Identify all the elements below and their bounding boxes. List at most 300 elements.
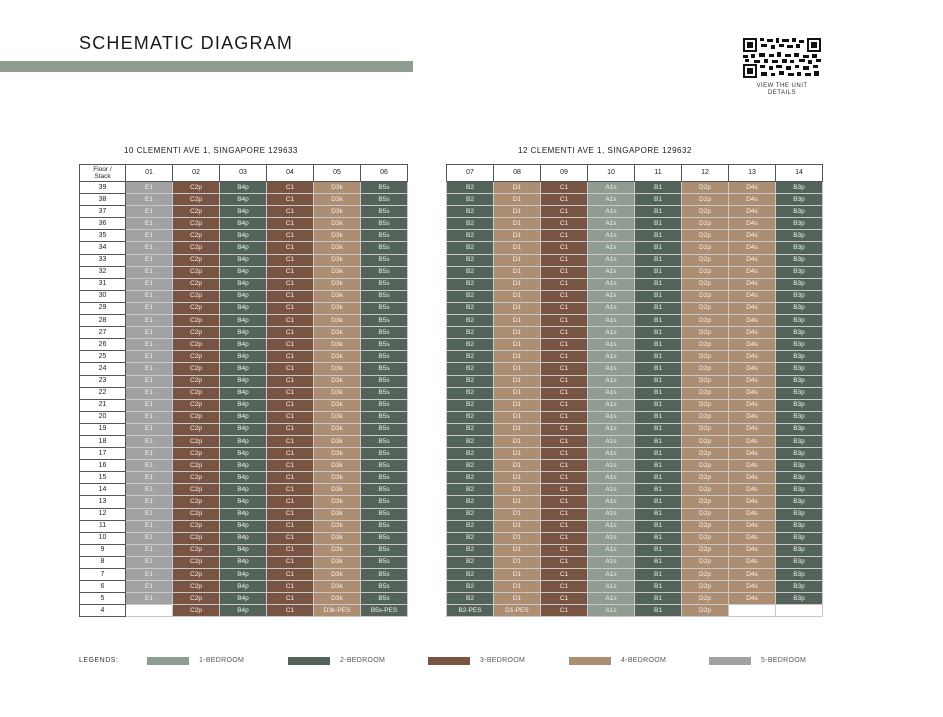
unit-cell[interactable]: C1: [267, 327, 314, 339]
unit-cell[interactable]: D2p: [682, 484, 729, 496]
unit-cell[interactable]: C2p: [173, 327, 220, 339]
unit-cell[interactable]: A1s: [588, 278, 635, 290]
unit-cell[interactable]: E1: [126, 556, 173, 568]
unit-cell[interactable]: D2p: [682, 218, 729, 230]
unit-cell[interactable]: D1: [494, 266, 541, 278]
unit-cell[interactable]: C1: [267, 544, 314, 556]
unit-cell[interactable]: B3p: [776, 387, 823, 399]
unit-cell[interactable]: A1s: [588, 593, 635, 605]
unit-cell[interactable]: D4s: [729, 206, 776, 218]
unit-cell[interactable]: B1: [635, 544, 682, 556]
unit-cell[interactable]: C2p: [173, 605, 220, 617]
unit-cell[interactable]: B1: [635, 508, 682, 520]
unit-cell[interactable]: B5s: [361, 290, 408, 302]
unit-cell[interactable]: A1s: [588, 206, 635, 218]
unit-cell[interactable]: D2p: [682, 315, 729, 327]
unit-cell[interactable]: D1: [494, 423, 541, 435]
unit-cell[interactable]: B5s: [361, 544, 408, 556]
unit-cell[interactable]: A1s: [588, 266, 635, 278]
unit-cell[interactable]: D1: [494, 399, 541, 411]
unit-cell[interactable]: D4s: [729, 508, 776, 520]
unit-cell[interactable]: B1: [635, 387, 682, 399]
unit-cell[interactable]: C1: [541, 399, 588, 411]
unit-cell[interactable]: C1: [267, 411, 314, 423]
unit-cell[interactable]: C1: [541, 484, 588, 496]
unit-cell[interactable]: C1: [541, 194, 588, 206]
unit-cell[interactable]: B5s: [361, 254, 408, 266]
unit-cell[interactable]: D2p: [682, 266, 729, 278]
unit-cell[interactable]: C1: [267, 363, 314, 375]
unit-cell[interactable]: D1: [494, 375, 541, 387]
unit-cell[interactable]: A1s: [588, 254, 635, 266]
unit-cell[interactable]: B3p: [776, 593, 823, 605]
unit-cell[interactable]: B1: [635, 581, 682, 593]
unit-cell[interactable]: B5s: [361, 484, 408, 496]
unit-cell[interactable]: B4p: [220, 544, 267, 556]
unit-cell[interactable]: D1: [494, 593, 541, 605]
unit-cell[interactable]: C2p: [173, 230, 220, 242]
unit-cell[interactable]: D3k: [314, 290, 361, 302]
unit-cell[interactable]: B2: [447, 315, 494, 327]
unit-cell[interactable]: B4p: [220, 460, 267, 472]
unit-cell[interactable]: B3p: [776, 460, 823, 472]
unit-cell[interactable]: B4p: [220, 182, 267, 194]
unit-cell[interactable]: D4s: [729, 520, 776, 532]
unit-cell[interactable]: B5s: [361, 448, 408, 460]
unit-cell[interactable]: C1: [267, 387, 314, 399]
unit-cell[interactable]: E1: [126, 435, 173, 447]
unit-cell[interactable]: B2: [447, 460, 494, 472]
unit-cell[interactable]: D2p: [682, 460, 729, 472]
unit-cell[interactable]: A1s: [588, 182, 635, 194]
unit-cell[interactable]: B3p: [776, 423, 823, 435]
unit-cell[interactable]: B1: [635, 435, 682, 447]
unit-cell[interactable]: E1: [126, 351, 173, 363]
unit-cell[interactable]: A1s: [588, 556, 635, 568]
unit-cell[interactable]: A1s: [588, 290, 635, 302]
unit-cell[interactable]: A1s: [588, 520, 635, 532]
unit-cell[interactable]: D2p: [682, 254, 729, 266]
unit-cell[interactable]: D2p: [682, 581, 729, 593]
unit-cell[interactable]: A1s: [588, 399, 635, 411]
unit-cell[interactable]: D3k: [314, 266, 361, 278]
unit-cell[interactable]: D4s: [729, 532, 776, 544]
unit-cell[interactable]: C1: [541, 351, 588, 363]
unit-cell[interactable]: D2p: [682, 194, 729, 206]
unit-cell[interactable]: D3k: [314, 399, 361, 411]
unit-cell[interactable]: B2: [447, 435, 494, 447]
unit-cell[interactable]: D1: [494, 254, 541, 266]
unit-cell[interactable]: C2p: [173, 339, 220, 351]
unit-cell[interactable]: D4s: [729, 435, 776, 447]
unit-cell[interactable]: D3k: [314, 556, 361, 568]
unit-cell[interactable]: D3k: [314, 339, 361, 351]
unit-cell[interactable]: B1: [635, 556, 682, 568]
unit-cell[interactable]: C2p: [173, 569, 220, 581]
unit-cell[interactable]: B5s: [361, 230, 408, 242]
unit-cell[interactable]: B4p: [220, 315, 267, 327]
unit-cell[interactable]: D4s: [729, 230, 776, 242]
unit-cell[interactable]: D3k: [314, 411, 361, 423]
unit-cell[interactable]: E1: [126, 290, 173, 302]
unit-cell[interactable]: D2p: [682, 242, 729, 254]
unit-cell[interactable]: D1: [494, 556, 541, 568]
unit-cell[interactable]: D1: [494, 182, 541, 194]
unit-cell[interactable]: B1: [635, 290, 682, 302]
unit-cell[interactable]: B4p: [220, 508, 267, 520]
unit-cell[interactable]: E1: [126, 218, 173, 230]
unit-cell[interactable]: D3k: [314, 230, 361, 242]
unit-cell[interactable]: B3p: [776, 327, 823, 339]
unit-cell[interactable]: A1s: [588, 435, 635, 447]
unit-cell[interactable]: C2p: [173, 581, 220, 593]
unit-cell[interactable]: B1: [635, 375, 682, 387]
unit-cell[interactable]: B2: [447, 218, 494, 230]
unit-cell[interactable]: B3p: [776, 194, 823, 206]
unit-cell[interactable]: A1s: [588, 351, 635, 363]
unit-cell[interactable]: B5s: [361, 327, 408, 339]
unit-cell[interactable]: B4p: [220, 387, 267, 399]
unit-cell[interactable]: C1: [541, 460, 588, 472]
unit-cell[interactable]: B4p: [220, 435, 267, 447]
unit-cell[interactable]: B1: [635, 363, 682, 375]
unit-cell[interactable]: E1: [126, 399, 173, 411]
unit-cell[interactable]: A1s: [588, 242, 635, 254]
unit-cell[interactable]: B5s: [361, 411, 408, 423]
unit-cell[interactable]: D3k: [314, 496, 361, 508]
unit-cell[interactable]: D3k: [314, 435, 361, 447]
unit-cell[interactable]: B3p: [776, 242, 823, 254]
unit-cell[interactable]: B3p: [776, 520, 823, 532]
unit-cell[interactable]: D2p: [682, 593, 729, 605]
unit-cell[interactable]: D4s: [729, 593, 776, 605]
unit-cell[interactable]: C2p: [173, 484, 220, 496]
unit-cell[interactable]: B4p: [220, 363, 267, 375]
unit-cell[interactable]: B3p: [776, 302, 823, 314]
unit-cell[interactable]: D4s: [729, 315, 776, 327]
unit-cell[interactable]: D4s: [729, 387, 776, 399]
unit-cell[interactable]: A1s: [588, 327, 635, 339]
unit-cell[interactable]: B4p: [220, 230, 267, 242]
unit-cell[interactable]: B4p: [220, 327, 267, 339]
unit-cell[interactable]: B5s: [361, 593, 408, 605]
unit-cell[interactable]: D1: [494, 278, 541, 290]
unit-cell[interactable]: C1: [541, 593, 588, 605]
unit-cell[interactable]: D4s: [729, 460, 776, 472]
unit-cell[interactable]: C2p: [173, 194, 220, 206]
unit-cell[interactable]: B2: [447, 290, 494, 302]
unit-cell[interactable]: B5s: [361, 435, 408, 447]
unit-cell[interactable]: B2: [447, 520, 494, 532]
unit-cell[interactable]: B3p: [776, 278, 823, 290]
unit-cell[interactable]: C1: [541, 581, 588, 593]
unit-cell[interactable]: C1: [267, 569, 314, 581]
unit-cell[interactable]: B1: [635, 411, 682, 423]
unit-cell[interactable]: B3p: [776, 290, 823, 302]
unit-cell[interactable]: C1: [267, 230, 314, 242]
unit-cell[interactable]: D3k: [314, 520, 361, 532]
unit-cell[interactable]: C1: [541, 363, 588, 375]
unit-cell[interactable]: A1s: [588, 448, 635, 460]
unit-cell[interactable]: C2p: [173, 363, 220, 375]
unit-cell[interactable]: B2: [447, 532, 494, 544]
unit-cell[interactable]: B5s: [361, 302, 408, 314]
unit-cell[interactable]: B2: [447, 266, 494, 278]
unit-cell[interactable]: D1: [494, 206, 541, 218]
unit-cell[interactable]: A1s: [588, 230, 635, 242]
unit-cell[interactable]: A1s: [588, 363, 635, 375]
unit-cell[interactable]: D4s: [729, 182, 776, 194]
unit-cell[interactable]: C1: [541, 423, 588, 435]
unit-cell[interactable]: B2: [447, 278, 494, 290]
unit-cell[interactable]: B3p: [776, 363, 823, 375]
unit-cell[interactable]: B5s: [361, 472, 408, 484]
unit-cell[interactable]: D3k-PES: [314, 605, 361, 617]
unit-cell[interactable]: C1: [541, 544, 588, 556]
unit-cell[interactable]: B1: [635, 254, 682, 266]
unit-cell[interactable]: D1: [494, 327, 541, 339]
unit-cell[interactable]: B2: [447, 581, 494, 593]
unit-cell[interactable]: C1: [267, 484, 314, 496]
unit-cell[interactable]: C2p: [173, 435, 220, 447]
unit-cell[interactable]: B5s: [361, 218, 408, 230]
unit-cell[interactable]: B2: [447, 472, 494, 484]
unit-cell[interactable]: D4s: [729, 290, 776, 302]
unit-cell[interactable]: D2p: [682, 496, 729, 508]
unit-cell[interactable]: C1: [541, 435, 588, 447]
unit-cell[interactable]: B4p: [220, 472, 267, 484]
unit-cell[interactable]: B1: [635, 339, 682, 351]
unit-cell[interactable]: E1: [126, 520, 173, 532]
unit-cell[interactable]: B3p: [776, 254, 823, 266]
unit-cell[interactable]: D3k: [314, 387, 361, 399]
unit-cell[interactable]: D1: [494, 315, 541, 327]
unit-cell[interactable]: C1: [267, 315, 314, 327]
unit-cell[interactable]: D3k: [314, 218, 361, 230]
unit-cell[interactable]: B3p: [776, 411, 823, 423]
unit-cell[interactable]: E1: [126, 339, 173, 351]
unit-cell[interactable]: C1: [267, 375, 314, 387]
unit-cell[interactable]: C1: [541, 387, 588, 399]
unit-cell[interactable]: D2p: [682, 448, 729, 460]
unit-cell[interactable]: A1s: [588, 375, 635, 387]
unit-cell[interactable]: D2p: [682, 399, 729, 411]
unit-cell[interactable]: D4s: [729, 278, 776, 290]
unit-cell[interactable]: B3p: [776, 496, 823, 508]
unit-cell[interactable]: C1: [267, 508, 314, 520]
unit-cell[interactable]: D2p: [682, 387, 729, 399]
unit-cell[interactable]: A1s: [588, 532, 635, 544]
unit-cell[interactable]: B5s: [361, 508, 408, 520]
unit-cell[interactable]: A1s: [588, 411, 635, 423]
unit-cell[interactable]: B3p: [776, 266, 823, 278]
unit-cell[interactable]: B1: [635, 230, 682, 242]
unit-cell[interactable]: D1: [494, 581, 541, 593]
unit-cell[interactable]: D2p: [682, 532, 729, 544]
unit-cell[interactable]: B4p: [220, 375, 267, 387]
unit-cell[interactable]: A1s: [588, 315, 635, 327]
unit-cell[interactable]: B5s: [361, 375, 408, 387]
unit-cell[interactable]: B3p: [776, 569, 823, 581]
unit-cell[interactable]: B3p: [776, 182, 823, 194]
unit-cell[interactable]: B2: [447, 556, 494, 568]
unit-cell[interactable]: C2p: [173, 593, 220, 605]
unit-cell[interactable]: C1: [541, 508, 588, 520]
unit-cell[interactable]: B5s: [361, 520, 408, 532]
unit-cell[interactable]: B1: [635, 448, 682, 460]
unit-cell[interactable]: B1: [635, 472, 682, 484]
unit-cell[interactable]: C1: [541, 605, 588, 617]
unit-cell[interactable]: B4p: [220, 411, 267, 423]
unit-cell[interactable]: B3p: [776, 339, 823, 351]
unit-cell[interactable]: B1: [635, 351, 682, 363]
unit-cell[interactable]: B4p: [220, 351, 267, 363]
unit-cell[interactable]: B5s: [361, 532, 408, 544]
unit-cell[interactable]: E1: [126, 206, 173, 218]
unit-cell[interactable]: D1: [494, 460, 541, 472]
unit-cell[interactable]: B1: [635, 218, 682, 230]
unit-cell[interactable]: B1: [635, 194, 682, 206]
unit-cell[interactable]: B2: [447, 182, 494, 194]
unit-cell[interactable]: E1: [126, 266, 173, 278]
unit-cell[interactable]: E1: [126, 448, 173, 460]
unit-cell[interactable]: B1: [635, 206, 682, 218]
unit-cell[interactable]: A1s: [588, 302, 635, 314]
unit-cell[interactable]: C1: [541, 302, 588, 314]
unit-cell[interactable]: D1: [494, 411, 541, 423]
unit-cell[interactable]: B1: [635, 423, 682, 435]
unit-cell[interactable]: C1: [267, 194, 314, 206]
unit-cell[interactable]: D4s: [729, 242, 776, 254]
unit-cell[interactable]: D1: [494, 544, 541, 556]
unit-cell[interactable]: C1: [541, 569, 588, 581]
unit-cell[interactable]: D4s: [729, 302, 776, 314]
unit-cell[interactable]: C1: [541, 218, 588, 230]
unit-cell[interactable]: C2p: [173, 182, 220, 194]
unit-cell[interactable]: D3k: [314, 206, 361, 218]
unit-cell[interactable]: C1: [541, 266, 588, 278]
unit-cell[interactable]: B5s: [361, 556, 408, 568]
unit-cell[interactable]: E1: [126, 194, 173, 206]
unit-cell[interactable]: B1: [635, 278, 682, 290]
unit-cell[interactable]: B4p: [220, 339, 267, 351]
unit-cell[interactable]: B2: [447, 206, 494, 218]
unit-cell[interactable]: C2p: [173, 448, 220, 460]
unit-cell[interactable]: C1: [267, 472, 314, 484]
unit-cell[interactable]: B5s: [361, 315, 408, 327]
unit-cell[interactable]: B1: [635, 242, 682, 254]
unit-cell[interactable]: B1: [635, 484, 682, 496]
unit-cell[interactable]: B1: [635, 302, 682, 314]
unit-cell[interactable]: B2: [447, 194, 494, 206]
unit-cell[interactable]: B3p: [776, 556, 823, 568]
unit-cell[interactable]: D4s: [729, 484, 776, 496]
unit-cell[interactable]: D4s: [729, 339, 776, 351]
unit-cell[interactable]: C2p: [173, 423, 220, 435]
unit-cell[interactable]: D1: [494, 387, 541, 399]
unit-cell[interactable]: C2p: [173, 508, 220, 520]
unit-cell[interactable]: D1: [494, 242, 541, 254]
unit-cell[interactable]: B1: [635, 399, 682, 411]
unit-cell[interactable]: E1: [126, 569, 173, 581]
unit-cell[interactable]: B2: [447, 230, 494, 242]
unit-cell[interactable]: C2p: [173, 411, 220, 423]
unit-cell[interactable]: B5s: [361, 569, 408, 581]
unit-cell[interactable]: B2: [447, 351, 494, 363]
unit-cell[interactable]: D3k: [314, 351, 361, 363]
unit-cell[interactable]: D1: [494, 520, 541, 532]
unit-cell[interactable]: B1: [635, 520, 682, 532]
unit-cell[interactable]: B1: [635, 460, 682, 472]
unit-cell[interactable]: D4s: [729, 375, 776, 387]
unit-cell[interactable]: C1: [267, 423, 314, 435]
unit-cell[interactable]: B2: [447, 254, 494, 266]
unit-cell[interactable]: C2p: [173, 496, 220, 508]
unit-cell[interactable]: D2p: [682, 327, 729, 339]
unit-cell[interactable]: C1: [541, 520, 588, 532]
unit-cell[interactable]: C1: [541, 182, 588, 194]
unit-cell[interactable]: D1: [494, 472, 541, 484]
unit-cell[interactable]: B4p: [220, 206, 267, 218]
unit-cell[interactable]: A1s: [588, 508, 635, 520]
unit-cell[interactable]: B4p: [220, 218, 267, 230]
unit-cell[interactable]: B5s: [361, 581, 408, 593]
unit-cell[interactable]: C1: [541, 339, 588, 351]
unit-cell[interactable]: B3p: [776, 230, 823, 242]
unit-cell[interactable]: C2p: [173, 302, 220, 314]
unit-cell[interactable]: B5s: [361, 363, 408, 375]
unit-cell[interactable]: B2: [447, 423, 494, 435]
unit-cell[interactable]: C1: [267, 351, 314, 363]
unit-cell[interactable]: D2p: [682, 605, 729, 617]
unit-cell[interactable]: B4p: [220, 556, 267, 568]
unit-cell[interactable]: B2: [447, 411, 494, 423]
unit-cell[interactable]: B3p: [776, 315, 823, 327]
unit-cell[interactable]: D2p: [682, 520, 729, 532]
unit-cell[interactable]: D3k: [314, 302, 361, 314]
unit-cell[interactable]: D4s: [729, 423, 776, 435]
unit-cell[interactable]: A1s: [588, 496, 635, 508]
unit-cell[interactable]: C1: [267, 182, 314, 194]
unit-cell[interactable]: D1: [494, 569, 541, 581]
unit-cell[interactable]: C1: [541, 532, 588, 544]
unit-cell[interactable]: C1: [267, 532, 314, 544]
unit-cell[interactable]: C2p: [173, 399, 220, 411]
unit-cell[interactable]: B3p: [776, 435, 823, 447]
unit-cell[interactable]: B4p: [220, 520, 267, 532]
unit-cell[interactable]: B5s: [361, 182, 408, 194]
unit-cell[interactable]: B5s: [361, 460, 408, 472]
unit-cell[interactable]: E1: [126, 472, 173, 484]
unit-cell[interactable]: B5s: [361, 194, 408, 206]
unit-cell[interactable]: D1: [494, 218, 541, 230]
unit-cell[interactable]: C1: [541, 556, 588, 568]
unit-cell[interactable]: C2p: [173, 375, 220, 387]
unit-cell[interactable]: D2p: [682, 290, 729, 302]
unit-cell[interactable]: D2p: [682, 363, 729, 375]
unit-cell[interactable]: B2: [447, 375, 494, 387]
unit-cell[interactable]: B4p: [220, 569, 267, 581]
qr-code-icon[interactable]: [742, 37, 822, 79]
unit-cell[interactable]: B5s: [361, 496, 408, 508]
unit-cell[interactable]: D1: [494, 351, 541, 363]
unit-cell[interactable]: C1: [541, 242, 588, 254]
unit-cell[interactable]: C1: [541, 290, 588, 302]
unit-cell[interactable]: D3k: [314, 581, 361, 593]
unit-cell[interactable]: D1: [494, 435, 541, 447]
unit-cell[interactable]: D3k: [314, 363, 361, 375]
unit-cell[interactable]: B1: [635, 315, 682, 327]
